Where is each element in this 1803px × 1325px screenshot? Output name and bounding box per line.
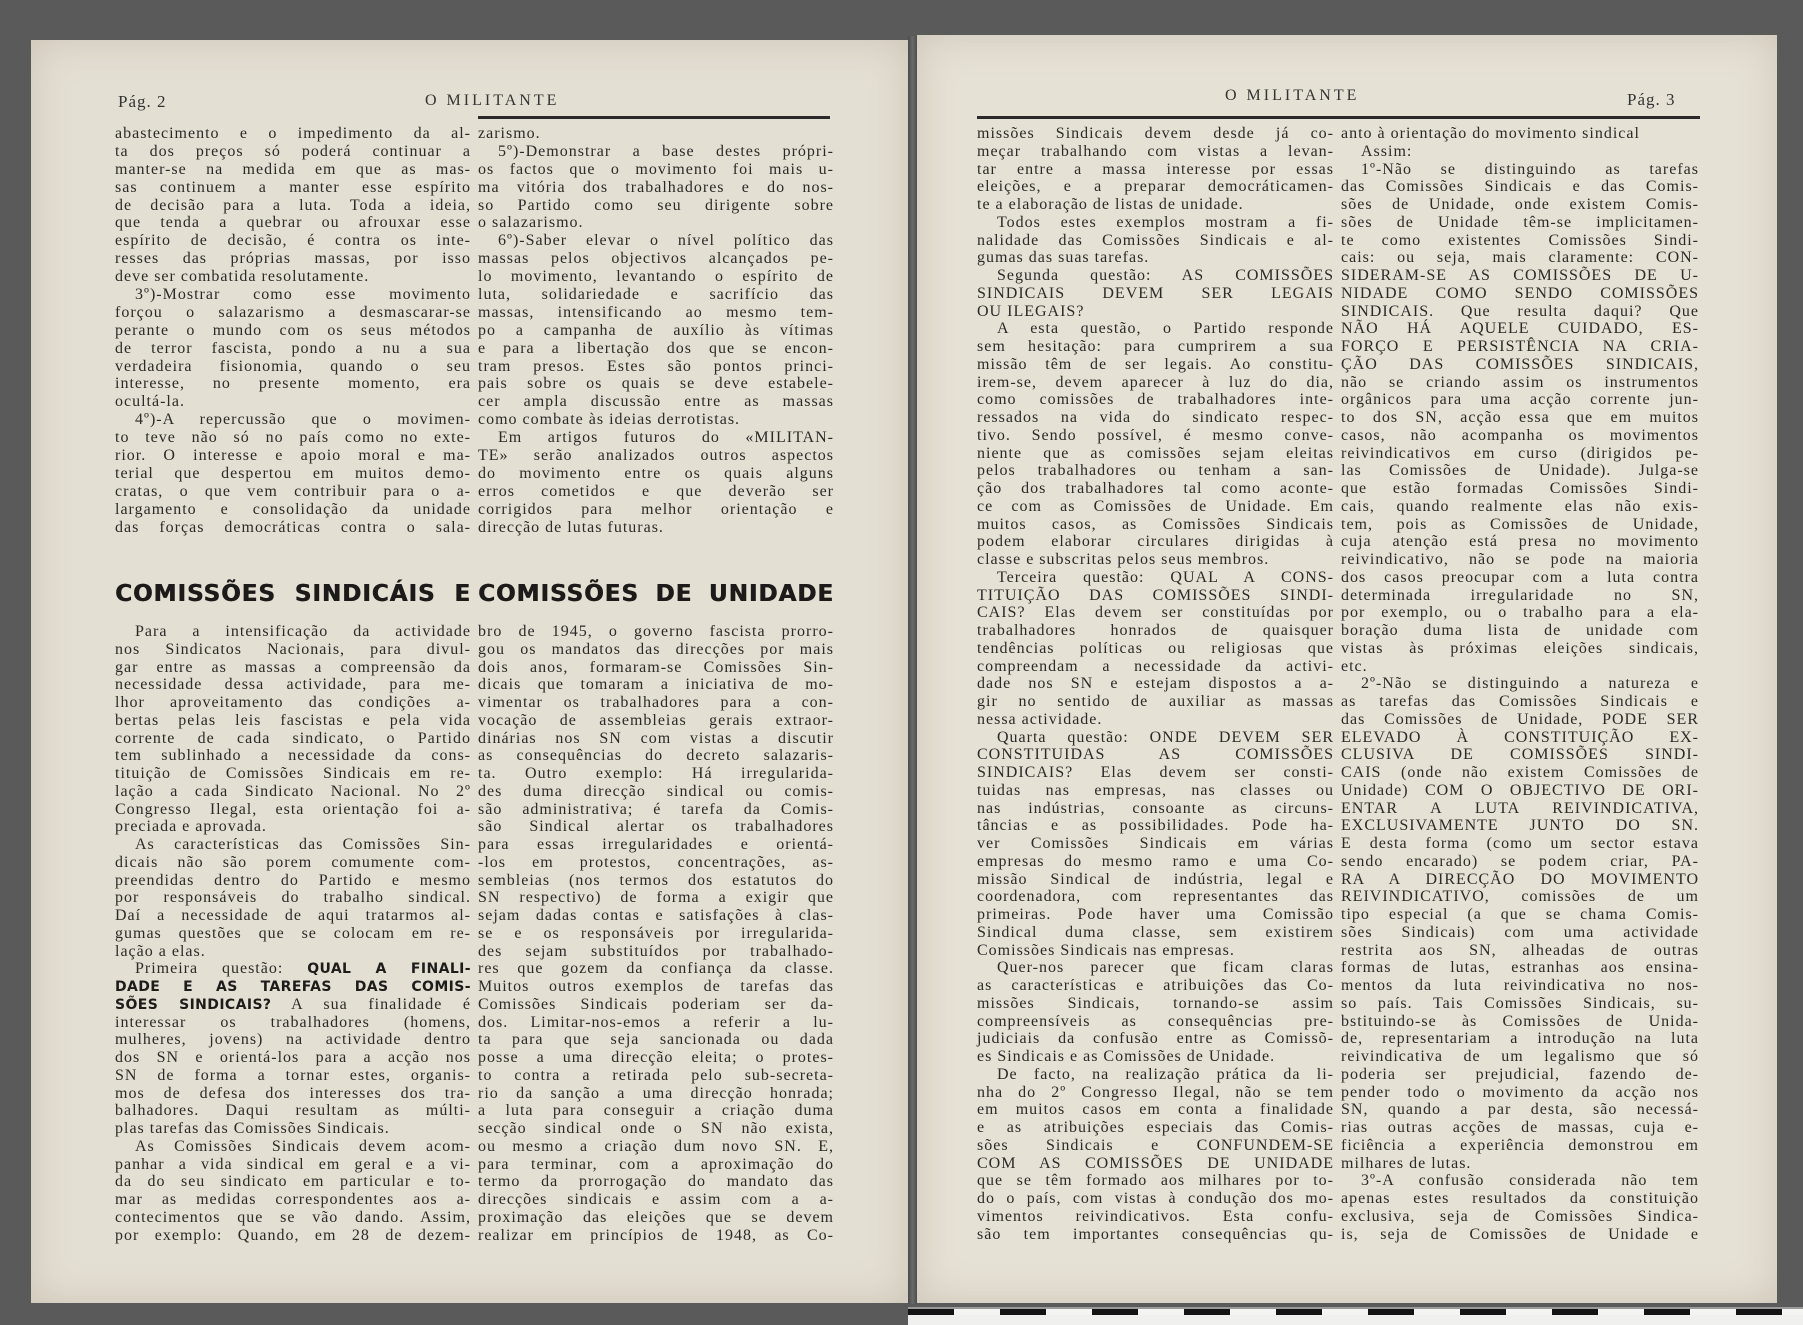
column-text	[1341, 125, 1699, 1243]
text-line: preendidas dentro do Partido e mesmo	[115, 871, 471, 889]
text-line: is, seja de Comissões de Unidade e	[1341, 1225, 1699, 1243]
text-line: em muitos casos em conta a finalidade	[977, 1101, 1334, 1119]
text-line: que tenda a quebrar ou afrouxar esse	[115, 214, 471, 232]
text-line: gir no sentido de auxiliar as massas	[977, 693, 1334, 710]
text-line: Unidade) COM O OBJECTIVO DE ORI-	[1341, 781, 1699, 799]
text-line: classe e subscritas pelos seus membros.	[977, 551, 1270, 568]
text-line: As Comissões Sindicais devem acom-	[135, 1137, 471, 1155]
text-line: lhor aproveitamento das condições a-	[115, 694, 471, 711]
text-line: 5º)-Demonstrar a base destes própri-	[498, 142, 834, 160]
text-line: sões Sindicais e CONFUNDEM-SE	[977, 1136, 1334, 1154]
text-line: 2º-Não se distinguindo a natureza e	[1361, 675, 1699, 693]
text-line: dinárias nos SN com vistas a discutir	[478, 729, 834, 747]
text-line: ressados na vida do sindicato respec-	[977, 409, 1334, 426]
text-line: corrigidos para melhor orientação e	[478, 500, 834, 518]
text-line: luta, solidariedade e sacrifício das	[478, 286, 834, 304]
text-line: tendências políticas ou religiosas que	[977, 639, 1334, 657]
text-line: missões Sindicais devem desde já co-	[977, 125, 1334, 142]
text-line: como combate às ideias derrotistas.	[478, 411, 741, 429]
text-line: corrente de cada sindicato, o Partido	[115, 729, 471, 747]
text-line: nha do 2º Congresso Ilegal, não se tem	[977, 1083, 1334, 1101]
text-line: TE» serão analizados outros aspectos	[478, 447, 834, 465]
text-line: tar entre a massa interesse por essas	[977, 160, 1334, 178]
text-line: não se criando assim os instrumentos	[1341, 373, 1699, 391]
text-line: do o país, com vistas à condução dos mo-	[977, 1190, 1334, 1207]
text-line: direcções sindicais e assim com a a-	[478, 1191, 834, 1208]
text-line: ver Comissões Sindicais em várias	[977, 835, 1334, 852]
text-line: compreendam a necessidade da activi-	[977, 657, 1334, 675]
text-line: rias outras acções de massas, cuja e-	[1341, 1119, 1699, 1136]
text-line: cais: ou seja, mais claramente: CON-	[1341, 249, 1699, 267]
text-line: judiciais da confusão entre as Comissõ-	[977, 1030, 1334, 1048]
text-line: CAIS? Elas devem ser constituídas por	[977, 604, 1334, 622]
text-line: to dos SN, acção essa que em muitos	[1341, 409, 1699, 426]
text-line: Muitos outros exemplos de tarefas das	[478, 978, 834, 995]
text-line: que se têm formado aos milhares por to-	[977, 1172, 1334, 1190]
text-line: bertas pelas leis fascistas e pela vida	[115, 711, 471, 729]
bold-text: QUAL A FINALI-	[307, 961, 471, 978]
text-line	[115, 960, 471, 978]
text-line: resses das próprias massas, por isso	[115, 250, 471, 268]
text-line: 1º-Não se distinguindo as tarefas	[1361, 160, 1699, 178]
text-line: CONSTITUIDAS AS COMISSÕES	[977, 746, 1334, 764]
text-line: missão têm de ser legais. Ao constitu-	[977, 355, 1334, 373]
text-line: po a campanha de auxílio às vítimas	[478, 321, 834, 339]
text-line: Assim:	[1361, 142, 1413, 160]
text-line: las Comissões de Unidade). Julga-se	[1341, 462, 1699, 480]
bold-text: DADE E AS TAREFAS DAS COMIS-	[115, 979, 471, 995]
text-line: te como existentes Comissões Sindi-	[1341, 231, 1699, 249]
text-line: muitos casos, as Comissões Sindicais	[977, 515, 1334, 533]
text-line: 3º)-Mostrar como esse movimento	[135, 286, 471, 304]
text-line: dicais que tomaram a iniciativa de mo-	[478, 676, 834, 694]
text-line: ELEVADO À CONSTITUIÇÃO EX-	[1341, 728, 1699, 746]
text-line: proximação das eleições que se devem	[478, 1208, 834, 1226]
text-line: RA A DIRECÇÃO DO MOVIMENTO	[1341, 870, 1699, 888]
text-line: apenas estes resultados da constituição	[1341, 1190, 1699, 1207]
text-line: to contra a retirada pelo sub-secreta-	[478, 1066, 834, 1084]
text-line: sões de Unidade, onde existem Comis-	[1341, 196, 1699, 213]
text-line: são Sindical alertar os trabalhadores	[478, 818, 834, 836]
text-line: ta para que seja sancionada ou dada	[478, 1031, 834, 1049]
text-line: tem sublinhado a necessidade da cons-	[115, 747, 471, 765]
text-line: para essas irregularidades e orientá-	[478, 836, 834, 853]
text-line: TITUIÇÃO DAS COMISSÕES SINDI-	[977, 586, 1334, 604]
text-line: A esta questão, o Partido responde	[997, 320, 1334, 338]
text-line: de terror fascista, pondo a nu a sua	[115, 339, 471, 357]
text-line: nalidade das Comissões Sindicais e al-	[977, 231, 1334, 249]
newspaper-page-3	[917, 35, 1777, 1303]
text-line: exclusiva, seja de Comissões Sindica-	[1341, 1207, 1699, 1225]
column-text	[115, 623, 471, 1244]
text-line: SN de forma a tornar estes, organis-	[115, 1066, 471, 1084]
text-line: missões Sindicais, tornando-se assim	[977, 994, 1334, 1012]
text-line: e para a libertação dos que se encon-	[478, 339, 834, 357]
text-line: Em artigos futuros do «MILITAN-	[498, 429, 834, 447]
text-line: massas pelos objectivos alcançados pe-	[478, 250, 834, 268]
text-line: por exemplo, ou o trabalho para a ela-	[1341, 604, 1699, 622]
text-line: reivindicativa de um legalismo que só	[1341, 1048, 1699, 1065]
text-line: massas, intensificando ao mesmo tem-	[478, 303, 834, 321]
text-line: nessa actividade.	[977, 710, 1103, 728]
text-line: a luta para conseguir a criação duma	[478, 1102, 834, 1120]
page-number: Pág. 2	[118, 92, 167, 111]
text-line: reivindicativos em curso (dirigidos pe-	[1341, 444, 1699, 462]
text-line: SN respectivo) de forma a exigir que	[478, 889, 834, 907]
text-line: as tarefas das Comissões Sindicais e	[1341, 693, 1699, 710]
masthead-title: O MILITANTE	[1225, 87, 1360, 104]
text-line: realizar em princípios de 1948, as Co-	[478, 1226, 834, 1244]
text-line: mentos da luta reivindicativa no nos-	[1341, 977, 1699, 994]
text-line: bstituindo-se às Comissões de Unida-	[1341, 1012, 1699, 1030]
text-line: dos. Limitar-nos-emos a referir a lu-	[478, 1013, 834, 1031]
text-line: tivo. Sendo possível, é mesmo conve-	[977, 426, 1334, 444]
text-line: zarismo.	[478, 125, 541, 142]
text-line: casos, não acompanha os movimentos	[1341, 426, 1699, 444]
text-line: so país. Tais Comissões Sindicais, su-	[1341, 994, 1699, 1012]
text-line: da do seu sindicato em particular e to-	[115, 1173, 471, 1191]
text-line: des duma direcção sindical ou comis-	[478, 782, 834, 800]
text-line: dade nos SN e estejam dispostos a a-	[977, 675, 1334, 693]
text-line: tem, pois as Comissões de Unidade,	[1341, 515, 1699, 533]
text-line: COM AS COMISSÕES DE UNIDADE	[977, 1154, 1334, 1172]
text-line: Quer-nos parecer que ficam claras	[997, 959, 1334, 977]
text-line: to teve não só no país como no exte-	[115, 429, 471, 447]
text-line: ção dos trabalhadores tal como aconte-	[977, 480, 1334, 497]
text-line: das Comissões de Unidade, PODE SER	[1341, 710, 1699, 728]
text-line: etc.	[1341, 657, 1368, 675]
text-line: de decisão para a luta. Toda a ideia,	[115, 196, 471, 214]
text-line: ÇÃO DAS COMISSÕES SINDICAIS,	[1341, 355, 1699, 373]
text-line: largamento e consolidação da unidade	[115, 500, 471, 518]
ruler-ticks	[908, 1309, 1803, 1315]
text-line: cais, quando realmente elas não exis-	[1341, 497, 1699, 515]
text-line: formas de lutas, estranhas aos ensina-	[1341, 959, 1699, 977]
text-line: panhar a vida sindical em geral e a vi-	[115, 1155, 471, 1173]
text-line: vistas às próximas eleições sindicais,	[1341, 639, 1699, 657]
text-line: sem hesitação: para cumprirem a sua	[977, 338, 1334, 355]
text-line: sembleias (nos termos dos estatutos do	[478, 871, 834, 889]
text-line: termo da prorrogação do mandato das	[478, 1173, 834, 1191]
text-line: as características e atribuições das Co-	[977, 977, 1334, 994]
bold-text: SÕES SINDICAIS?	[115, 996, 272, 1013]
text-line: são administrativa; é tarefa da Comis-	[478, 800, 834, 818]
text-line: empresas do mesmo ramo e uma Co-	[977, 852, 1334, 870]
text-line: des sejam substituídos por trabalhado-	[478, 942, 834, 960]
text-line: de, representariam a introdução na luta	[1341, 1030, 1699, 1048]
text-line: ou mesmo a criação dum novo SN. E,	[478, 1137, 834, 1155]
text-line: tituição de Comissões Sindicais em re-	[115, 765, 471, 782]
text-line: Terceira questão: QUAL A CONS-	[997, 568, 1334, 586]
text-line: primeiras. Pode haver uma Comissão	[977, 906, 1334, 923]
text-line: balhadores. Daqui resultam as múlti-	[115, 1102, 471, 1120]
text-line: SINDICAIS? Elas devem ser consti-	[977, 764, 1334, 781]
text-line	[115, 978, 471, 996]
text-line: interesse, no presente momento, era	[115, 375, 471, 393]
text-line: coordenadora, com representantes das	[977, 888, 1334, 906]
text-line: direcção de lutas futuras.	[478, 518, 664, 536]
text-line: Para a intensificação da actividade	[135, 623, 471, 640]
text-line: boração duma lista de unidade com	[1341, 622, 1699, 639]
text-line: EXCLUSIVAMENTE JUNTO DO SN.	[1341, 817, 1699, 835]
text-line: das forças democráticas contra o sala-	[115, 518, 471, 536]
text-line: por responsáveis do trabalho sindical.	[115, 889, 471, 907]
text-line: tuidas nas empresas, nas classes ou	[977, 781, 1334, 799]
text-line: missão Sindical de indústria, legal e	[977, 870, 1334, 888]
header-rule	[478, 116, 830, 119]
text-line: mos de defesa dos interesses dos tra-	[115, 1084, 471, 1102]
text-line: se e os responsáveis por irregularida-	[478, 924, 834, 942]
text-line: anto à orientação do movimento sindical	[1341, 125, 1640, 142]
text-line: CAIS (onde não existem Comissões de	[1341, 764, 1699, 781]
masthead-title: O MILITANTE	[425, 92, 560, 109]
text-line: ta dos preços só poderá continuar a	[115, 142, 471, 160]
text-line: manter-se na medida em que as mas-	[115, 160, 471, 178]
text-line: posse a uma direcção eleita; o protes-	[478, 1049, 834, 1066]
text-line: Comissões Sindicais nas empresas.	[977, 941, 1235, 959]
page-number: Pág. 3	[1627, 90, 1676, 109]
text-line: sões de Unidade têm-se implicitamen-	[1341, 213, 1699, 231]
text-line: tipo especial (a que se chama Comis-	[1341, 906, 1699, 923]
text-line: gumas das suas tarefas.	[977, 249, 1150, 267]
text-line: vimentos reivindicativos. Esta confu-	[977, 1207, 1334, 1225]
text-line: cuja atenção está presa no movimento	[1341, 533, 1699, 551]
text-line: SINDICAIS DEVEM SER LEGAIS	[977, 284, 1334, 302]
text-line: cratas, o que vem contribuir para o a-	[115, 482, 471, 500]
text-line: secção sindical onde o SN não exista,	[478, 1120, 834, 1137]
text-line: lação a cada Sindicato Nacional. No 2º	[115, 782, 471, 800]
text-line: SN, quando a par desta, são necessá-	[1341, 1101, 1699, 1119]
text-line: mar as medidas correspondentes aos a-	[115, 1191, 471, 1208]
text-line: os factos que o movimento foi mais u-	[478, 160, 834, 178]
header-rule	[977, 116, 1700, 119]
text-line: As características das Comissões Sin-	[135, 836, 471, 853]
text-line: trabalhadores honrados de quaisquer	[977, 622, 1334, 639]
text-line: te a elaboração de listas de unidade.	[977, 196, 1244, 213]
text-line: gumas questões que se colocam em re-	[115, 924, 471, 942]
text-line: sões Sindicais) com uma actividade	[1341, 923, 1699, 941]
text-line: 4º)-A repercussão que o movimen-	[135, 411, 471, 429]
text-line: rio da sanção a uma direcção honrada;	[478, 1084, 834, 1102]
text-line: REIVINDICATIVO, comissões de um	[1341, 888, 1699, 906]
text-line: plas tarefas das Comissões Sindicais.	[115, 1120, 390, 1137]
text-line: como comissões de trabalhadores inte-	[977, 391, 1334, 409]
text-line: lo movimento, levantando o espírito de	[478, 268, 834, 286]
text-line: dos SN e orientá-los para a acção nos	[115, 1049, 471, 1066]
text-line: so Partido como seu dirigente sobre	[478, 196, 834, 214]
text-segment: A sua finalidade é	[271, 995, 472, 1013]
text-line: NIDADE COMO SENDO COMISSÕES	[1341, 284, 1699, 302]
text-line: gou os mandatos das direcções por mais	[478, 640, 834, 658]
text-line: E desta forma (como um sector estava	[1341, 835, 1699, 852]
page-fold	[908, 36, 917, 1304]
text-line: podem elaborar circulares dirigidas à	[977, 533, 1334, 551]
column-text	[115, 125, 471, 536]
text-line: restrita aos SN, alheadas de outras	[1341, 941, 1699, 959]
text-line: ma vitória dos trabalhadores e do nos-	[478, 178, 834, 196]
text-line: bro de 1945, o governo fascista prorro-	[478, 623, 834, 640]
text-line: vimentar os trabalhadores para a con-	[478, 694, 834, 711]
article-headline: COMISSÕES DE UNIDADE	[478, 581, 834, 607]
text-line: necessidade dessa actividade, para me-	[115, 676, 471, 694]
text-line: Daí a necessidade de aqui tratarmos al-	[115, 907, 471, 924]
text-line: sas continuem a manter esse espírito	[115, 178, 471, 196]
text-line: reivindicativo, não se pode na maioria	[1341, 551, 1699, 568]
text-line: ta. Outro exemplo: Há irregularida-	[478, 765, 834, 782]
text-line: res que gozem da confiança da classe.	[478, 960, 834, 978]
text-line: SINDICAIS. Que resulta daqui? Que	[1341, 302, 1699, 320]
text-line: por exemplo: Quando, em 28 de dezem-	[115, 1226, 471, 1244]
text-line: vocação de assembleias gerais extraor-	[478, 711, 834, 729]
text-line: orgânicos para uma acção corrente jun-	[1341, 391, 1699, 409]
text-line: meçar trabalhando com vistas a levan-	[977, 142, 1334, 160]
text-line: niente que as comissões sejam eleitas	[977, 444, 1334, 462]
scale-ruler	[908, 1307, 1803, 1325]
text-line: sejam dadas contas e satisfações à clas-	[478, 907, 834, 924]
column-text	[478, 623, 834, 1244]
text-line: perante o mundo com os seus métodos	[115, 321, 471, 339]
text-line: mulheres, jovens) na actividade dentro	[115, 1031, 471, 1049]
column-text	[478, 125, 834, 536]
text-line: determinada irregularidade no SN,	[1341, 586, 1699, 604]
text-line: erros cometidos e que deverão ser	[478, 482, 834, 500]
text-line: nos Sindicatos Nacionais, para divul-	[115, 640, 471, 658]
text-line: Todos estes exemplos mostram a fi-	[997, 213, 1334, 231]
column-text	[977, 125, 1334, 1243]
text-line: são tem importantes consequências qu-	[977, 1225, 1334, 1243]
text-line: De facto, na realização prática da li-	[997, 1065, 1334, 1083]
text-line: contecimentos que se vão dando. Assim,	[115, 1208, 471, 1226]
text-line: deve ser combatida resolutamente.	[115, 268, 370, 286]
text-line: ce com as Comissões de Unidade. Em	[977, 497, 1334, 515]
text-line: nas indústrias, consoante as circuns-	[977, 799, 1334, 817]
text-line: -los em protestos, concentrações, as-	[478, 853, 834, 871]
text-line: SIDERAM-SE AS COMISSÕES DE U-	[1341, 267, 1699, 284]
text-line: dois anos, formaram-se Comissões Sin-	[478, 658, 834, 676]
text-line	[115, 996, 471, 1014]
text-line: milhares de lutas.	[1341, 1154, 1472, 1172]
text-line: FORÇO E PERSISTÊNCIA NA CRIA-	[1341, 338, 1699, 355]
text-line: sendo encarado) se podem criar, PA-	[1341, 852, 1699, 870]
text-line: CLUSIVA DE COMISSÕES SINDI-	[1341, 746, 1699, 764]
text-line: gar entre as massas a compreensão da	[115, 658, 471, 676]
text-line: lação a elas.	[115, 942, 206, 960]
text-line: Quarta questão: ONDE DEVEM SER	[997, 728, 1334, 746]
text-line: cer ampla discussão entre as massas	[478, 393, 834, 411]
text-line: Comissões Sindicais poderiam ser da-	[478, 995, 834, 1013]
text-line: tram presos. Estes são pontos princi-	[478, 357, 834, 375]
text-line: ocultá-la.	[115, 393, 185, 411]
text-line: do movimento entre os quais alguns	[478, 464, 834, 482]
text-line: o salazarismo.	[478, 214, 584, 232]
text-line: ficiência a experiência demonstrou em	[1341, 1136, 1699, 1154]
text-line: interessar os trabalhadores (homens,	[115, 1013, 471, 1031]
text-line: 6º)-Saber elevar o nível político das	[498, 232, 834, 250]
text-line: dos casos preocupar com a luta contra	[1341, 568, 1699, 586]
text-line: das Comissões Sindicais e das Comis-	[1341, 178, 1699, 196]
text-segment: Primeira questão:	[135, 960, 308, 978]
text-line: es Sindicais e as Comissões de Unidade.	[977, 1048, 1276, 1065]
text-line: que estão formadas Comissões Sindi-	[1341, 480, 1699, 497]
text-line: 3º-A confusão considerada não tem	[1361, 1172, 1699, 1190]
text-line: para terminar, com a aproximação do	[478, 1155, 834, 1173]
text-line: as consequências do decreto salazaris-	[478, 747, 834, 765]
text-line: dicais não são porem comumente com-	[115, 853, 471, 871]
text-line: poderia ser prejudicial, fazendo de-	[1341, 1065, 1699, 1083]
newspaper-page-2	[31, 40, 908, 1303]
text-line: verdadeira fisionomia, quando o seu	[115, 357, 471, 375]
text-line: Congresso Ilegal, esta orientação foi a-	[115, 800, 471, 818]
text-line: rior. O interesse e apoio moral e ma-	[115, 447, 471, 465]
text-line: irem-se, devem aparecer à luz do dia,	[977, 373, 1334, 391]
text-line: espírito de decisão, é contra os inte-	[115, 232, 471, 250]
text-line: tâncias e as possibilidades. Pode ha-	[977, 817, 1334, 835]
article-headline: COMISSÕES SINDICÁIS E	[115, 581, 471, 607]
text-line: pelos trabalhadores ou tenham a san-	[977, 462, 1334, 480]
text-line: abastecimento e o impedimento da al-	[115, 125, 471, 142]
text-line: compreensíveis as consequências pre-	[977, 1012, 1334, 1030]
text-line: pender todo o movimento da acção nos	[1341, 1083, 1699, 1101]
text-line: pais sobre os quais se deve estabele-	[478, 375, 834, 393]
text-line: preciada e aprovada.	[115, 818, 267, 836]
text-line: e as atribuições especiais das Comis-	[977, 1119, 1334, 1136]
text-line: forçou o salazarismo a desmascarar-se	[115, 303, 471, 321]
text-line: NÃO HÁ AQUELE CUIDADO, ES-	[1341, 320, 1699, 338]
text-line: Segunda questão: AS COMISSÕES	[997, 267, 1334, 284]
text-line: eleições, e a preparar democráticamen-	[977, 178, 1334, 196]
text-line: Sindical duma classe, sem existirem	[977, 923, 1334, 941]
text-line: terial que despertou em muitos demo-	[115, 464, 471, 482]
text-line: OU ILEGAIS?	[977, 302, 1085, 320]
text-line: ENTAR A LUTA REIVINDICATIVA,	[1341, 799, 1699, 817]
